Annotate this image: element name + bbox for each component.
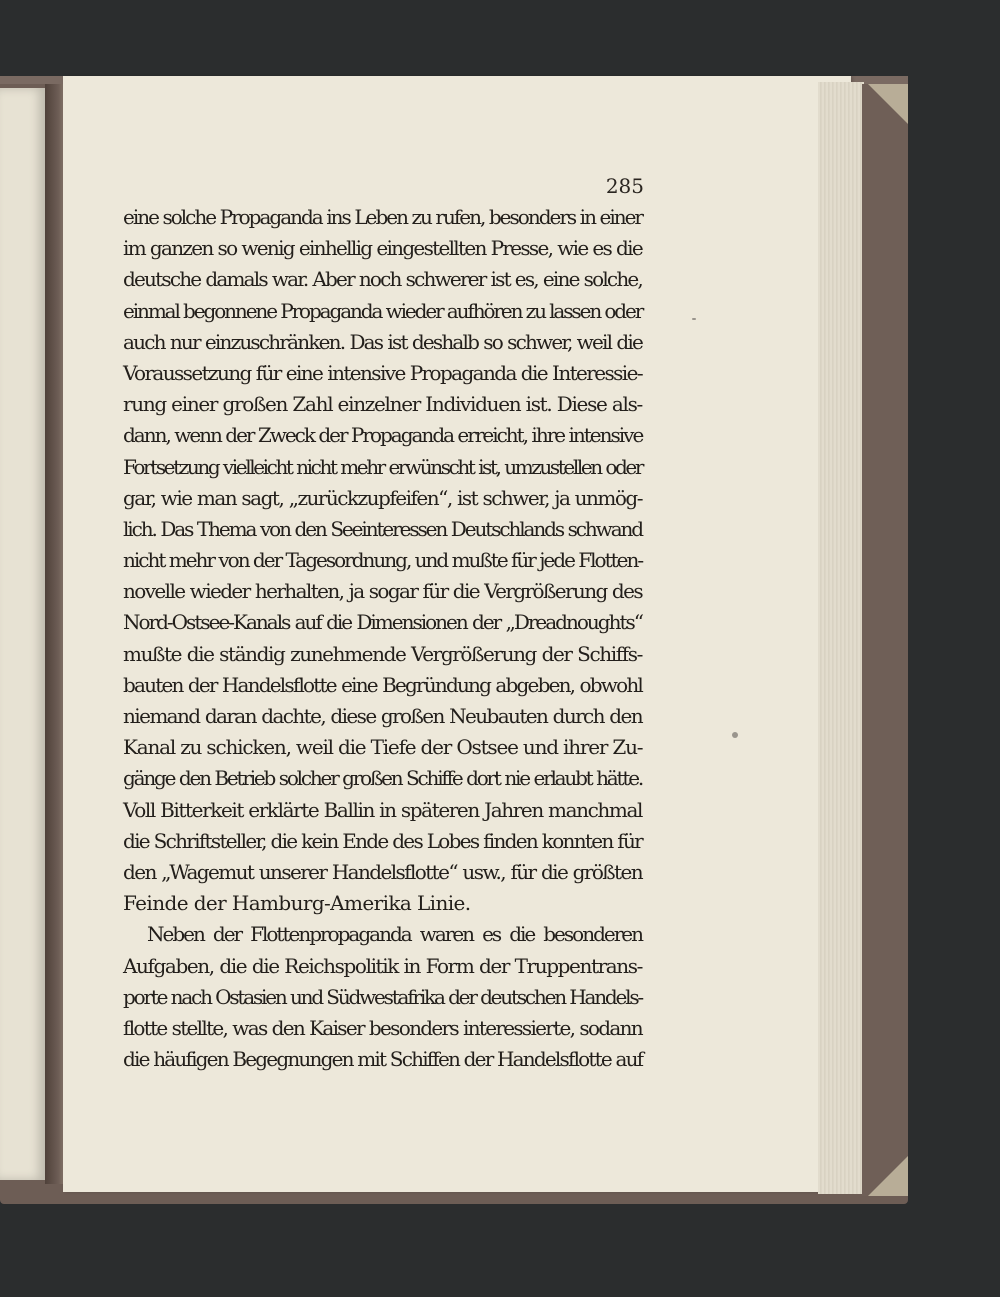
text-line: dann, wenn der Zweck der Propaganda erreicht, ihre intensive [123, 423, 643, 448]
text-line: auch nur einzuschränken. Das ist deshalb so schwer, weil die [123, 329, 642, 354]
text-line: eine solche Propaganda ins Leben zu rufen, besonders in einer [123, 205, 642, 229]
text-line: Feinde der Hamburg-Amerika Linie. [123, 891, 471, 916]
text-line: Voraussetzung für eine intensive Propaganda die Interessie- [123, 360, 642, 385]
text-line: mußte die ständig zunehmende Vergrößerung der Schiffs- [123, 641, 642, 666]
text-line: niemand daran dachte, diese großen Neubauten durch den [123, 704, 642, 728]
text-line: einmal begonnene Propaganda wieder aufhören zu lassen oder [123, 298, 643, 323]
text-line: nicht mehr von der Tagesordnung, und mußte für jede Flotten- [123, 548, 643, 573]
text-line: Voll Bitterkeit erklärte Ballin in späteren Jahren manchmal [123, 797, 642, 822]
text-line: Aufgaben, die die Reichspolitik in Form der Truppentrans- [123, 953, 642, 978]
paper-speck [692, 318, 696, 320]
text-line: Neben der Flottenpropaganda waren es die besonderen [147, 922, 642, 947]
text-line: gänge den Betrieb solcher großen Schiffe dort nie erlaubt hätte. [123, 766, 642, 791]
body-text [123, 202, 642, 1075]
text-line: den „Wagemut unserer Handelsflotte“ usw., für die größten [123, 859, 642, 884]
cover-corner-top [868, 84, 908, 124]
text-line: flotte stellte, was den Kaiser besonders interessierte, sodann [123, 1015, 642, 1040]
text-line: die Schriftsteller, die kein Ende des Lobes finden konnten für [123, 828, 642, 853]
text-line: die häufigen Begegnungen mit Schiffen der Handelsflotte auf [123, 1047, 643, 1072]
text-line: deutsche damals war. Aber noch schwerer ist es, eine solche, [123, 267, 642, 292]
text-line: lich. Das Thema von den Seeinteressen Deutschlands schwand [123, 516, 642, 541]
cover-right-edge [862, 84, 908, 1196]
page-edges [818, 82, 864, 1194]
text-line: rung einer großen Zahl einzelner Individuen ist. Diese als- [123, 392, 642, 417]
text-line: Kanal zu schicken, weil die Tiefe der Ostsee und ihrer Zu- [123, 735, 643, 760]
text-line: bauten der Handelsflotte eine Begründung abgeben, obwohl [123, 672, 642, 697]
paper-speck [732, 732, 738, 738]
page-number: 285 [605, 174, 644, 198]
text-line: novelle wieder herhalten, ja sogar für die Vergrößerung des [123, 579, 642, 604]
text-line: Fortsetzung vielleicht nicht mehr erwünscht ist, umzustellen oder [123, 454, 642, 479]
text-line: gar, wie man sagt, „zurückzupfeifen“, ist schwer, ja unmög- [123, 485, 642, 510]
text-line: im ganzen so wenig einhellig eingestellten Presse, wie es die [123, 236, 642, 261]
text-line: Nord-Ostsee-Kanals auf die Dimensionen der „Dreadnoughts“ [123, 610, 642, 635]
cover-corner-bottom [868, 1156, 908, 1196]
left-page [0, 88, 45, 1180]
text-line: porte nach Ostasien und Südwestafrika der deutschen Handels- [123, 984, 642, 1009]
